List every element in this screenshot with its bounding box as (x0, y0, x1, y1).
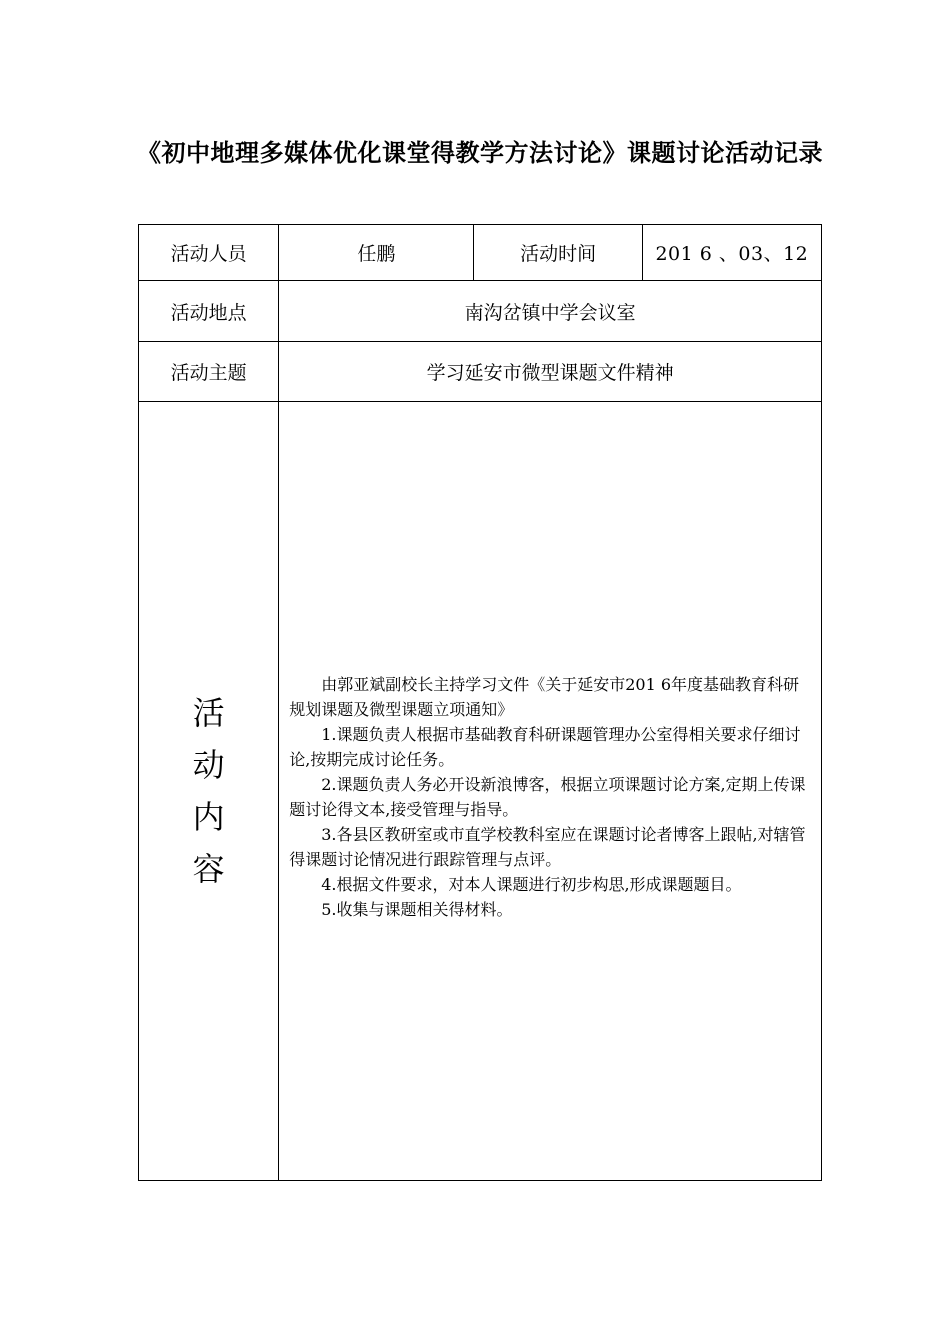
theme-label: 活动主题 (139, 342, 279, 402)
content-label-char: 内 (192, 798, 225, 836)
time-label: 活动时间 (474, 225, 642, 281)
document-title: 《初中地理多媒体优化课堂得教学方法讨论》课题讨论活动记录 (137, 139, 823, 167)
content-label-char: 容 (192, 850, 225, 888)
location-label: 活动地点 (139, 281, 279, 342)
participants-value: 任鹏 (279, 225, 474, 281)
theme-value: 学习延安市微型课题文件精神 (279, 342, 822, 402)
content-paragraph: 3.各县区教研室或市直学校教科室应在课题讨论者博客上跟帖,对辖管得课题讨论情况进行跟踪管理与点评。 (289, 825, 806, 869)
content-paragraph: 1.课题负责人根据市基础教育科研课题管理办公室得相关要求仔细讨论,按期完成讨论任务。 (289, 725, 801, 769)
content-paragraph: 4.根据文件要求，对本人课题进行初步构思,形成课题题目。 (321, 875, 742, 894)
activity-record-table (138, 224, 822, 1181)
content-paragraph: 由郭亚斌副校长主持学习文件《关于延安市201 6年度基础教育科研规划课题及微型课题立项通知》 (289, 675, 800, 719)
table-row-theme (139, 342, 822, 402)
location-value: 南沟岔镇中学会议室 (279, 281, 822, 342)
content-paragraph: 2.课题负责人务必开设新浪博客，根据立项课题讨论方案,定期上传课题讨论得文本,接受管理与指导。 (289, 775, 806, 819)
time-value: 201 6 、03、12 (642, 225, 821, 281)
content-paragraph: 5.收集与课题相关得材料。 (321, 900, 513, 919)
table-row-participants (139, 225, 822, 281)
table-row-location (139, 281, 822, 342)
participants-label: 活动人员 (139, 225, 279, 281)
content-body (279, 672, 821, 922)
content-label-char: 动 (192, 746, 225, 784)
content-label (139, 402, 279, 1181)
table-row-content (139, 402, 822, 1181)
content-value (279, 402, 822, 1181)
content-label-char: 活 (192, 694, 225, 732)
content-label-vertical (139, 687, 278, 895)
